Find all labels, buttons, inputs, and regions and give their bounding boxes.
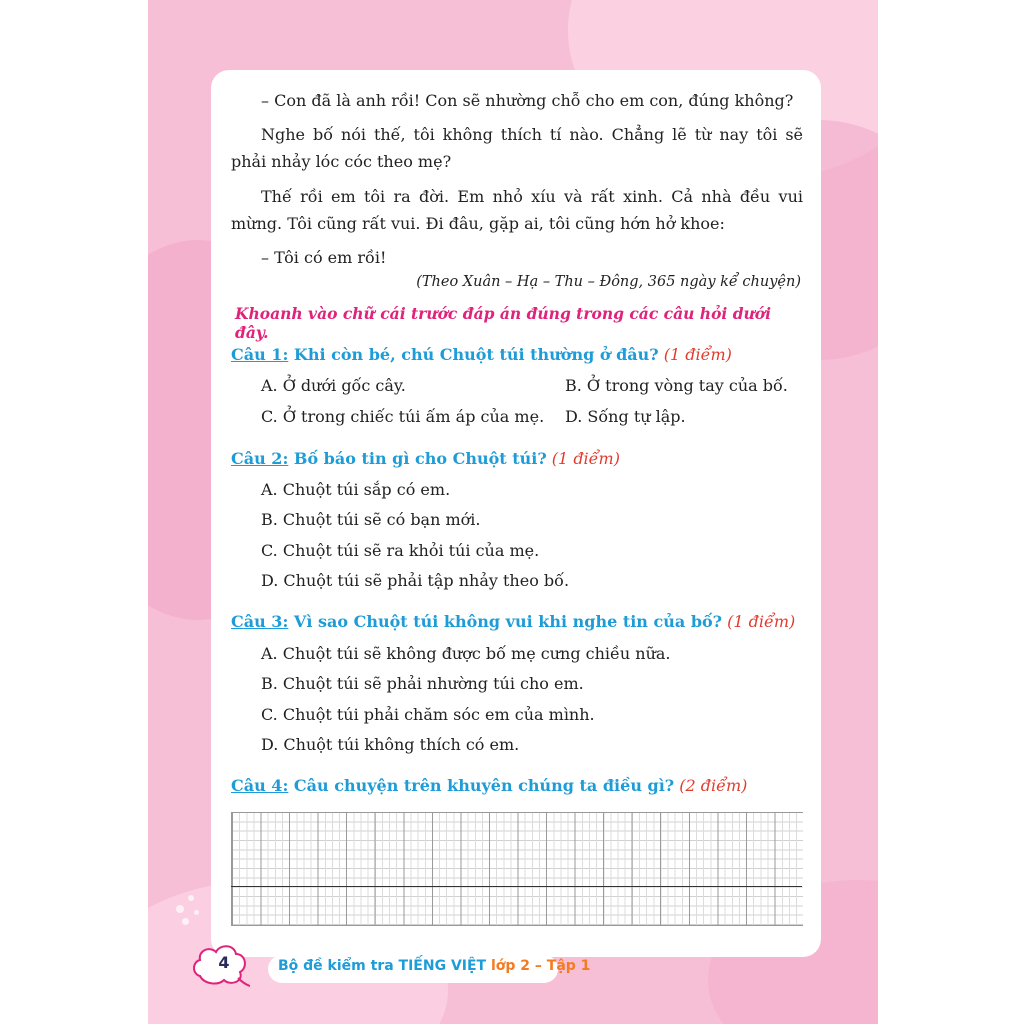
answer-option[interactable]: B. Chuột túi sẽ có bạn mới. [261, 510, 481, 529]
question-number: Câu 2: [231, 449, 289, 468]
answer-option[interactable]: A. Chuột túi sắp có em. [261, 480, 451, 499]
answer-option[interactable]: C. Ở trong chiếc túi ấm áp của mẹ. [261, 407, 545, 426]
question-text: Khi còn bé, chú Chuột túi thường ở đâu? [288, 345, 659, 364]
question-2 [231, 449, 811, 468]
question-points: (1 điểm) [722, 612, 796, 631]
answer-option[interactable]: B. Chuột túi sẽ phải nhường túi cho em. [261, 674, 584, 693]
answer-option[interactable]: D. Chuột túi sẽ phải tập nhảy theo bố. [261, 571, 570, 590]
passage-paragraph: Nghe bố nói thế, tôi không thích tí nào. Chẳng lẽ từ nay tôi sẽ phải nhảy lóc cóc theo mẹ? [231, 125, 803, 171]
answer-option[interactable]: C. Chuột túi sẽ ra khỏi túi của mẹ. [261, 541, 540, 560]
passage-paragraph: Thế rồi em tôi ra đời. Em nhỏ xíu và rất xinh. Cả nhà đều vui mừng. Tôi cũng rất vui. Đi đâu, gặp ai, tôi cũng hớn hở khoe: [231, 187, 803, 233]
footer-title-grade: lớp 2 – Tập 1 [490, 958, 591, 974]
question-points: (1 điểm) [658, 345, 732, 364]
footer-title [278, 958, 590, 974]
decor-dot [188, 895, 194, 901]
passage-paragraph: – Tôi có em rồi! [261, 248, 387, 267]
decor-dot [176, 905, 184, 913]
decor-dot [194, 910, 199, 915]
footer-title-main: Bộ đề kiểm tra TIẾNG VIỆT [278, 958, 491, 974]
answer-option[interactable]: D. Chuột túi không thích có em. [261, 735, 520, 754]
page-number: 4 [218, 953, 230, 972]
answer-option[interactable]: D. Sống tự lập. [565, 407, 686, 426]
passage-source: (Theo Xuân – Hạ – Thu – Đông, 365 ngày kể chuyện) [416, 274, 801, 290]
answer-option[interactable]: B. Ở trong vòng tay của bố. [565, 376, 788, 395]
writing-baseline [231, 886, 802, 887]
question-points: (2 điểm) [674, 776, 748, 795]
question-3 [231, 612, 811, 631]
answer-option[interactable]: C. Chuột túi phải chăm sóc em của mình. [261, 705, 595, 724]
answer-option[interactable]: A. Ở dưới gốc cây. [261, 376, 406, 395]
question-text: Câu chuyện trên khuyên chúng ta điều gì? [288, 776, 675, 795]
question-number: Câu 1: [231, 345, 289, 364]
writing-grid[interactable] [231, 812, 803, 926]
passage-paragraph: – Con đã là anh rồi! Con sẽ nhường chỗ cho em con, đúng không? [261, 91, 794, 110]
question-number: Câu 4: [231, 776, 289, 795]
answer-option[interactable]: A. Chuột túi sẽ không được bố mẹ cưng chiều nữa. [261, 644, 671, 663]
question-number: Câu 3: [231, 612, 289, 631]
decor-dot [182, 918, 189, 925]
question-text: Vì sao Chuột túi không vui khi nghe tin của bố? [288, 612, 723, 631]
question-1 [231, 345, 811, 364]
question-text: Bố báo tin gì cho Chuột túi? [288, 449, 547, 468]
question-4 [231, 776, 811, 795]
question-points: (1 điểm) [546, 449, 620, 468]
instruction-text: Khoanh vào chữ cái trước đáp án đúng trong các câu hỏi dưới đây. [235, 304, 772, 342]
